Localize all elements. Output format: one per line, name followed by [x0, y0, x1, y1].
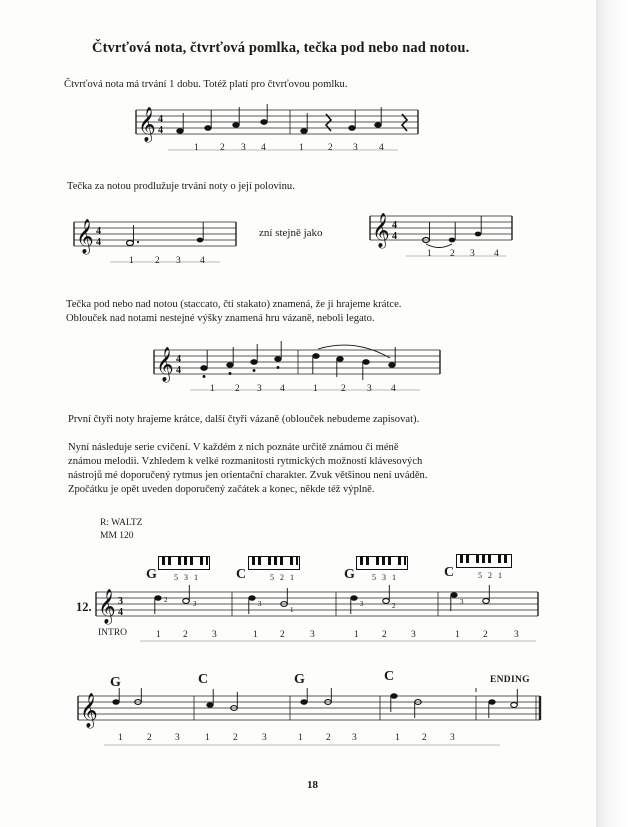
count-label: 3 [175, 733, 180, 743]
svg-text:3: 3 [460, 598, 464, 606]
keyboard-diagram-icon [456, 554, 512, 568]
count-label: 1 [298, 733, 303, 743]
fingering-label: 5 2 1 [270, 573, 296, 582]
svg-text:4: 4 [96, 237, 101, 248]
treble-clef-icon: 𝄞 [372, 213, 390, 248]
sounds-same-as-text: zní stejně jako [259, 227, 323, 239]
count-label: 3 [241, 143, 246, 153]
count-label: 3 [514, 630, 519, 640]
count-label: 2 [328, 143, 333, 153]
paragraph-quarter-note: Čtvrťová nota má trvání 1 dobu. Totéž platí pro čtvrťovou pomlku. [64, 79, 348, 90]
fingering-label: 5 3 1 [174, 573, 200, 582]
count-line [140, 640, 540, 644]
count-label: 1 [205, 733, 210, 743]
count-label: 1 [395, 733, 400, 743]
treble-clef-icon: 𝄞 [98, 589, 116, 624]
count-label: 2 [280, 630, 285, 640]
count-label: 2 [326, 733, 331, 743]
count-label: 3 [353, 143, 358, 153]
ending-label: ENDING [490, 675, 530, 685]
paragraph-staccato: Tečka pod nebo nad notou (staccato, čti stakato) znamená, že ji hrajeme krátce. [66, 299, 402, 310]
staff-staccato-legato [150, 340, 450, 400]
count-line [104, 744, 504, 748]
count-label: 1 [427, 249, 432, 259]
count-label: 1 [129, 256, 134, 266]
svg-text:4: 4 [118, 607, 123, 618]
fingering-label: 5 2 1 [478, 571, 504, 580]
staff-exercise-row1 [92, 584, 552, 634]
tempo-label: MM 120 [100, 531, 134, 541]
page-title: Čtvrťová nota, čtvrťová pomlka, tečka pod nebo nad notou. [92, 40, 470, 56]
paragraph-legato: Oblouček nad notami nestejné výšky znamená hru vázaně, neboli legato. [66, 313, 375, 324]
count-label: 2 [235, 384, 240, 394]
count-label: 2 [483, 630, 488, 640]
svg-text:4: 4 [158, 114, 163, 125]
fingering-label: 5 3 1 [372, 573, 398, 582]
count-label: 3 [262, 733, 267, 743]
count-label: 1 [299, 143, 304, 153]
chord-symbol: G [294, 672, 305, 687]
chord-symbol: G [344, 567, 355, 582]
page-number: 18 [307, 779, 318, 791]
svg-text:2: 2 [392, 602, 396, 610]
count-label: 1 [156, 630, 161, 640]
count-label: 1 [354, 630, 359, 640]
count-label: 3 [310, 630, 315, 640]
count-label: 3 [470, 249, 475, 259]
treble-clef-icon: 𝄞 [156, 347, 174, 382]
paragraph-series-line4: Zpočátku je opět uveden doporučený začátek a konec, někde též výplně. [68, 484, 375, 495]
keyboard-diagram-icon [356, 556, 408, 570]
chord-symbol: C [198, 672, 209, 687]
keyboard-diagram-icon [248, 556, 300, 570]
paragraph-series-line2: známou melodii. Vzhledem k velké rozmanitosti rytmických možností klávesových [68, 456, 423, 467]
keyboard-diagram-icon [158, 556, 210, 570]
count-label: 4 [391, 384, 396, 394]
intro-label: INTRO [98, 628, 128, 638]
svg-text:4: 4 [176, 354, 181, 365]
count-label: 1 [118, 733, 123, 743]
paragraph-first-four: První čtyři noty hrajeme krátce, další čtyři vázaně (oblouček nebudeme zapisovat). [68, 414, 420, 425]
svg-text:2: 2 [164, 596, 168, 604]
chord-symbol: G [146, 567, 157, 582]
count-label: 2 [220, 143, 225, 153]
count-label: 1 [313, 384, 318, 394]
svg-text:3: 3 [258, 600, 262, 608]
count-label: 2 [341, 384, 346, 394]
count-label: 3 [176, 256, 181, 266]
count-label: 4 [200, 256, 205, 266]
count-label: 3 [411, 630, 416, 640]
svg-text:4: 4 [176, 365, 181, 376]
paragraph-series-line1: Nyní následuje serie cvičení. V každém z nich poznáte určitě známou či méně [68, 442, 399, 453]
treble-clef-icon: 𝄞 [76, 219, 94, 254]
count-label: 3 [257, 384, 262, 394]
count-label: 1 [210, 384, 215, 394]
count-label: 4 [261, 143, 266, 153]
count-label: 2 [450, 249, 455, 259]
svg-text:4: 4 [158, 125, 163, 136]
chord-symbol: G [110, 675, 121, 690]
count-label: 4 [379, 143, 384, 153]
count-label: 2 [183, 630, 188, 640]
svg-text:3: 3 [118, 596, 123, 607]
exercise-number: 12. [76, 600, 92, 614]
svg-text:4: 4 [392, 220, 397, 231]
count-label: 2 [422, 733, 427, 743]
count-label: 3 [352, 733, 357, 743]
count-label: 3 [212, 630, 217, 640]
count-label: 1 [455, 630, 460, 640]
chord-symbol: C [236, 567, 247, 582]
paragraph-series-line3: nástrojů mé doporučený rytmus jen orientační charakter. Zvuk většinou není uváděn. [68, 470, 428, 481]
svg-text:3: 3 [193, 600, 197, 608]
treble-clef-icon: 𝄞 [80, 693, 98, 728]
paragraph-dotted-note: Tečka za notou prodlužuje trvání noty o její polovinu. [67, 181, 295, 192]
svg-text:4: 4 [96, 226, 101, 237]
svg-text:3: 3 [360, 600, 364, 608]
count-label: 1 [194, 143, 199, 153]
count-label: 2 [233, 733, 238, 743]
count-label: 2 [147, 733, 152, 743]
staff-exercise-row2 [74, 688, 554, 738]
count-label: 4 [494, 249, 499, 259]
svg-text:1: 1 [290, 606, 294, 614]
count-label: 1 [253, 630, 258, 640]
treble-clef-icon: 𝄞 [138, 107, 156, 142]
count-label: 3 [450, 733, 455, 743]
rhythm-label: R: WALTZ [100, 518, 143, 528]
chord-symbol: C [444, 565, 455, 580]
chord-symbol: C [384, 669, 395, 684]
svg-text:4: 4 [392, 231, 397, 242]
count-label: 4 [280, 384, 285, 394]
count-label: 3 [367, 384, 372, 394]
page-edge-shadow [596, 0, 628, 827]
count-label: 2 [382, 630, 387, 640]
count-label: 2 [155, 256, 160, 266]
